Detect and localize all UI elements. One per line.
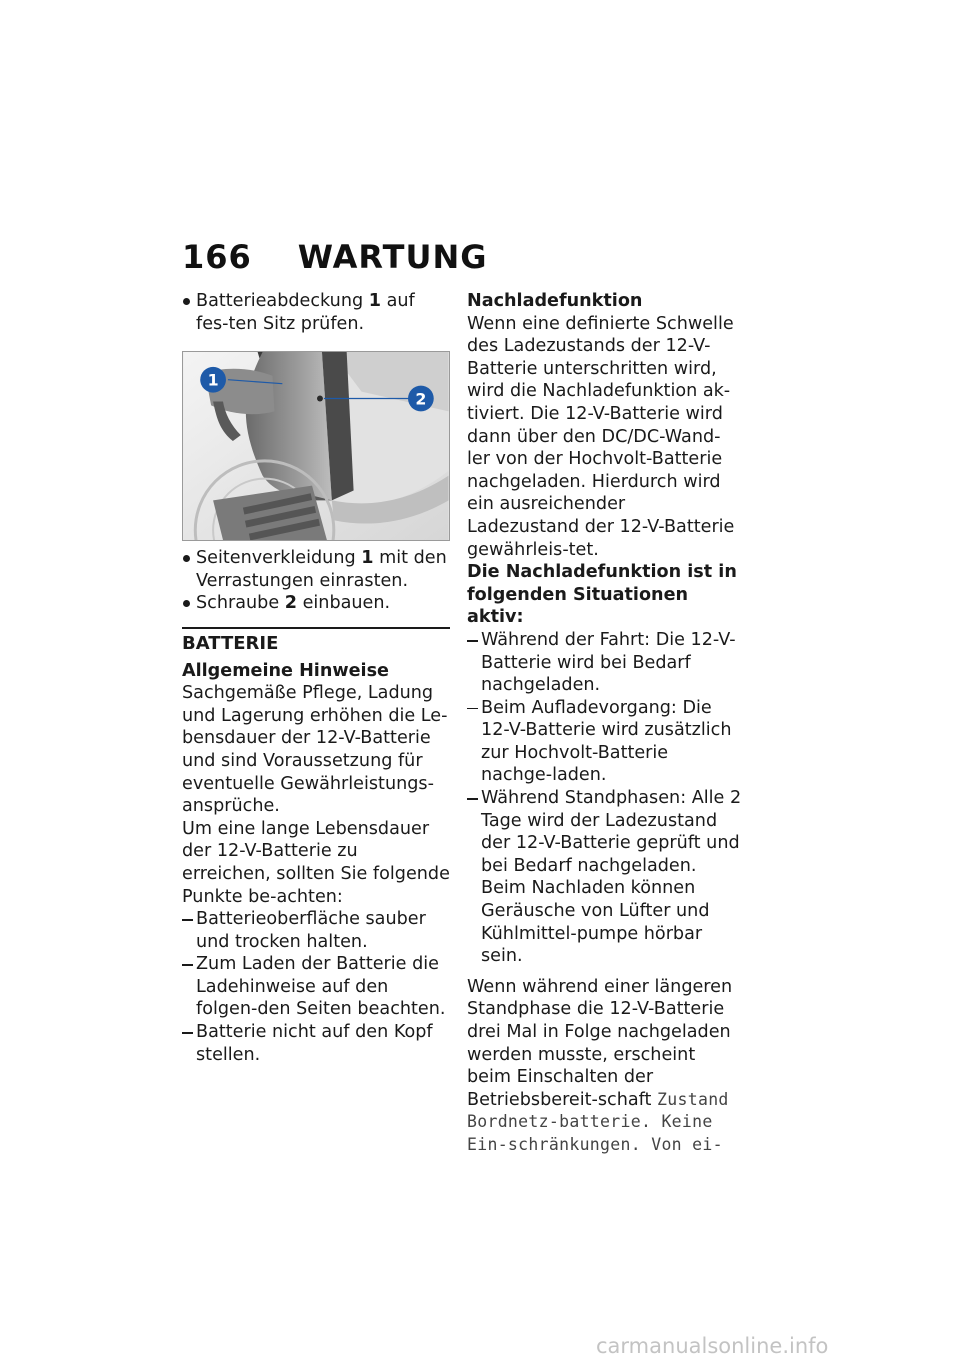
left-column [182,290,450,1066]
paragraph: Um eine lange Lebensdauer der 12-V-Batterie zu erreichen, sollten Sie folgende Punkte be-achten: [182,818,450,907]
chapter-title: WARTUNG [297,238,488,276]
paragraph: Wenn während einer längeren Standphase die 12-V-Batterie drei Mal in Folge nachgeladen werden musste, erscheint beim Einschalten der Betriebsbereit-schaft Zustand Bordnetz-batterie. Keine Ein-schränkungen. Von ei- [467,976,733,1154]
ref-number: 1 [368,291,381,311]
ref-number: 2 [284,593,297,614]
subheading: Nachladefunktion [467,291,643,311]
svg-text:2: 2 [415,389,427,409]
paragraph: Sachgemäße Pflege, Ladung und Lagerung erhöhen die Le-bensdauer der 12-V-Batterie und sind Voraussetzung für eventuelle Gewährleistungs-ansprüche. [182,683,448,817]
ref-number: 1 [361,548,374,569]
bullet-list-bottom [182,547,450,615]
bullet-list-top [182,290,450,335]
list-item: Zum Laden der Batterie die Ladehinweise auf den folgen-den Seiten beachten. [182,953,450,1021]
display-message: Zustand Bordnetz-batterie. Keine Ein-schränkungen. Von ei- [467,1089,729,1154]
battery-cover-figure [182,351,450,541]
subheading: Die Nachladefunktion ist in folgenden Situationen aktiv: [467,562,737,628]
list-item: Beim Aufladevorgang: Die 12-V-Batterie wird zusätzlich zur Hochvolt-Batterie nachge-laden. [467,697,742,787]
dash-list [467,629,742,968]
list-item: Während der Fahrt: Die 12-V-Batterie wird bei Bedarf nachgeladen. [467,629,742,697]
list-item: Batterie nicht auf den Kopf stellen. [182,1021,450,1066]
list-item: Batterieabdeckung 1 auf fes-ten Sitz prüfen. [182,290,450,335]
paragraph: Wenn eine definierte Schwelle des Ladezustands der 12-V-Batterie unterschritten wird, wird die Nachladefunktion ak-tiviert. Die 12-V-Batterie wird dann über den DC/DC-Wand-ler von der Hochvolt-Batterie nachgeladen. Hierdurch wird ein ausreichender Ladezustand der 12-V-Batterie gewährleis-tet. [467,313,735,560]
list-item: Schraube 2 einbauen. [182,592,450,615]
callout-1 [200,367,226,393]
svg-text:1: 1 [207,370,219,390]
page-header [182,238,487,276]
page-number: 166 [182,238,252,276]
list-item: Seitenverkleidung 1 mit den Verrastungen einrasten. [182,547,450,592]
callout-2 [408,386,434,412]
section-title: BATTERIE [182,627,450,656]
dash-list [182,908,450,1066]
subheading: Allgemeine Hinweise [182,660,389,681]
list-item: Während Standphasen: Alle 2 Tage wird der Ladezustand der 12-V-Batterie geprüft und bei Bedarf nachgeladen. Beim Nachladen können Geräusche von Lüfter und Kühlmittel-pumpe hörbar sein. [467,787,742,968]
right-column [467,290,742,1157]
watermark: carmanualsonline.info [596,1334,829,1358]
list-item: Batterieoberfläche sauber und trocken halten. [182,908,450,953]
